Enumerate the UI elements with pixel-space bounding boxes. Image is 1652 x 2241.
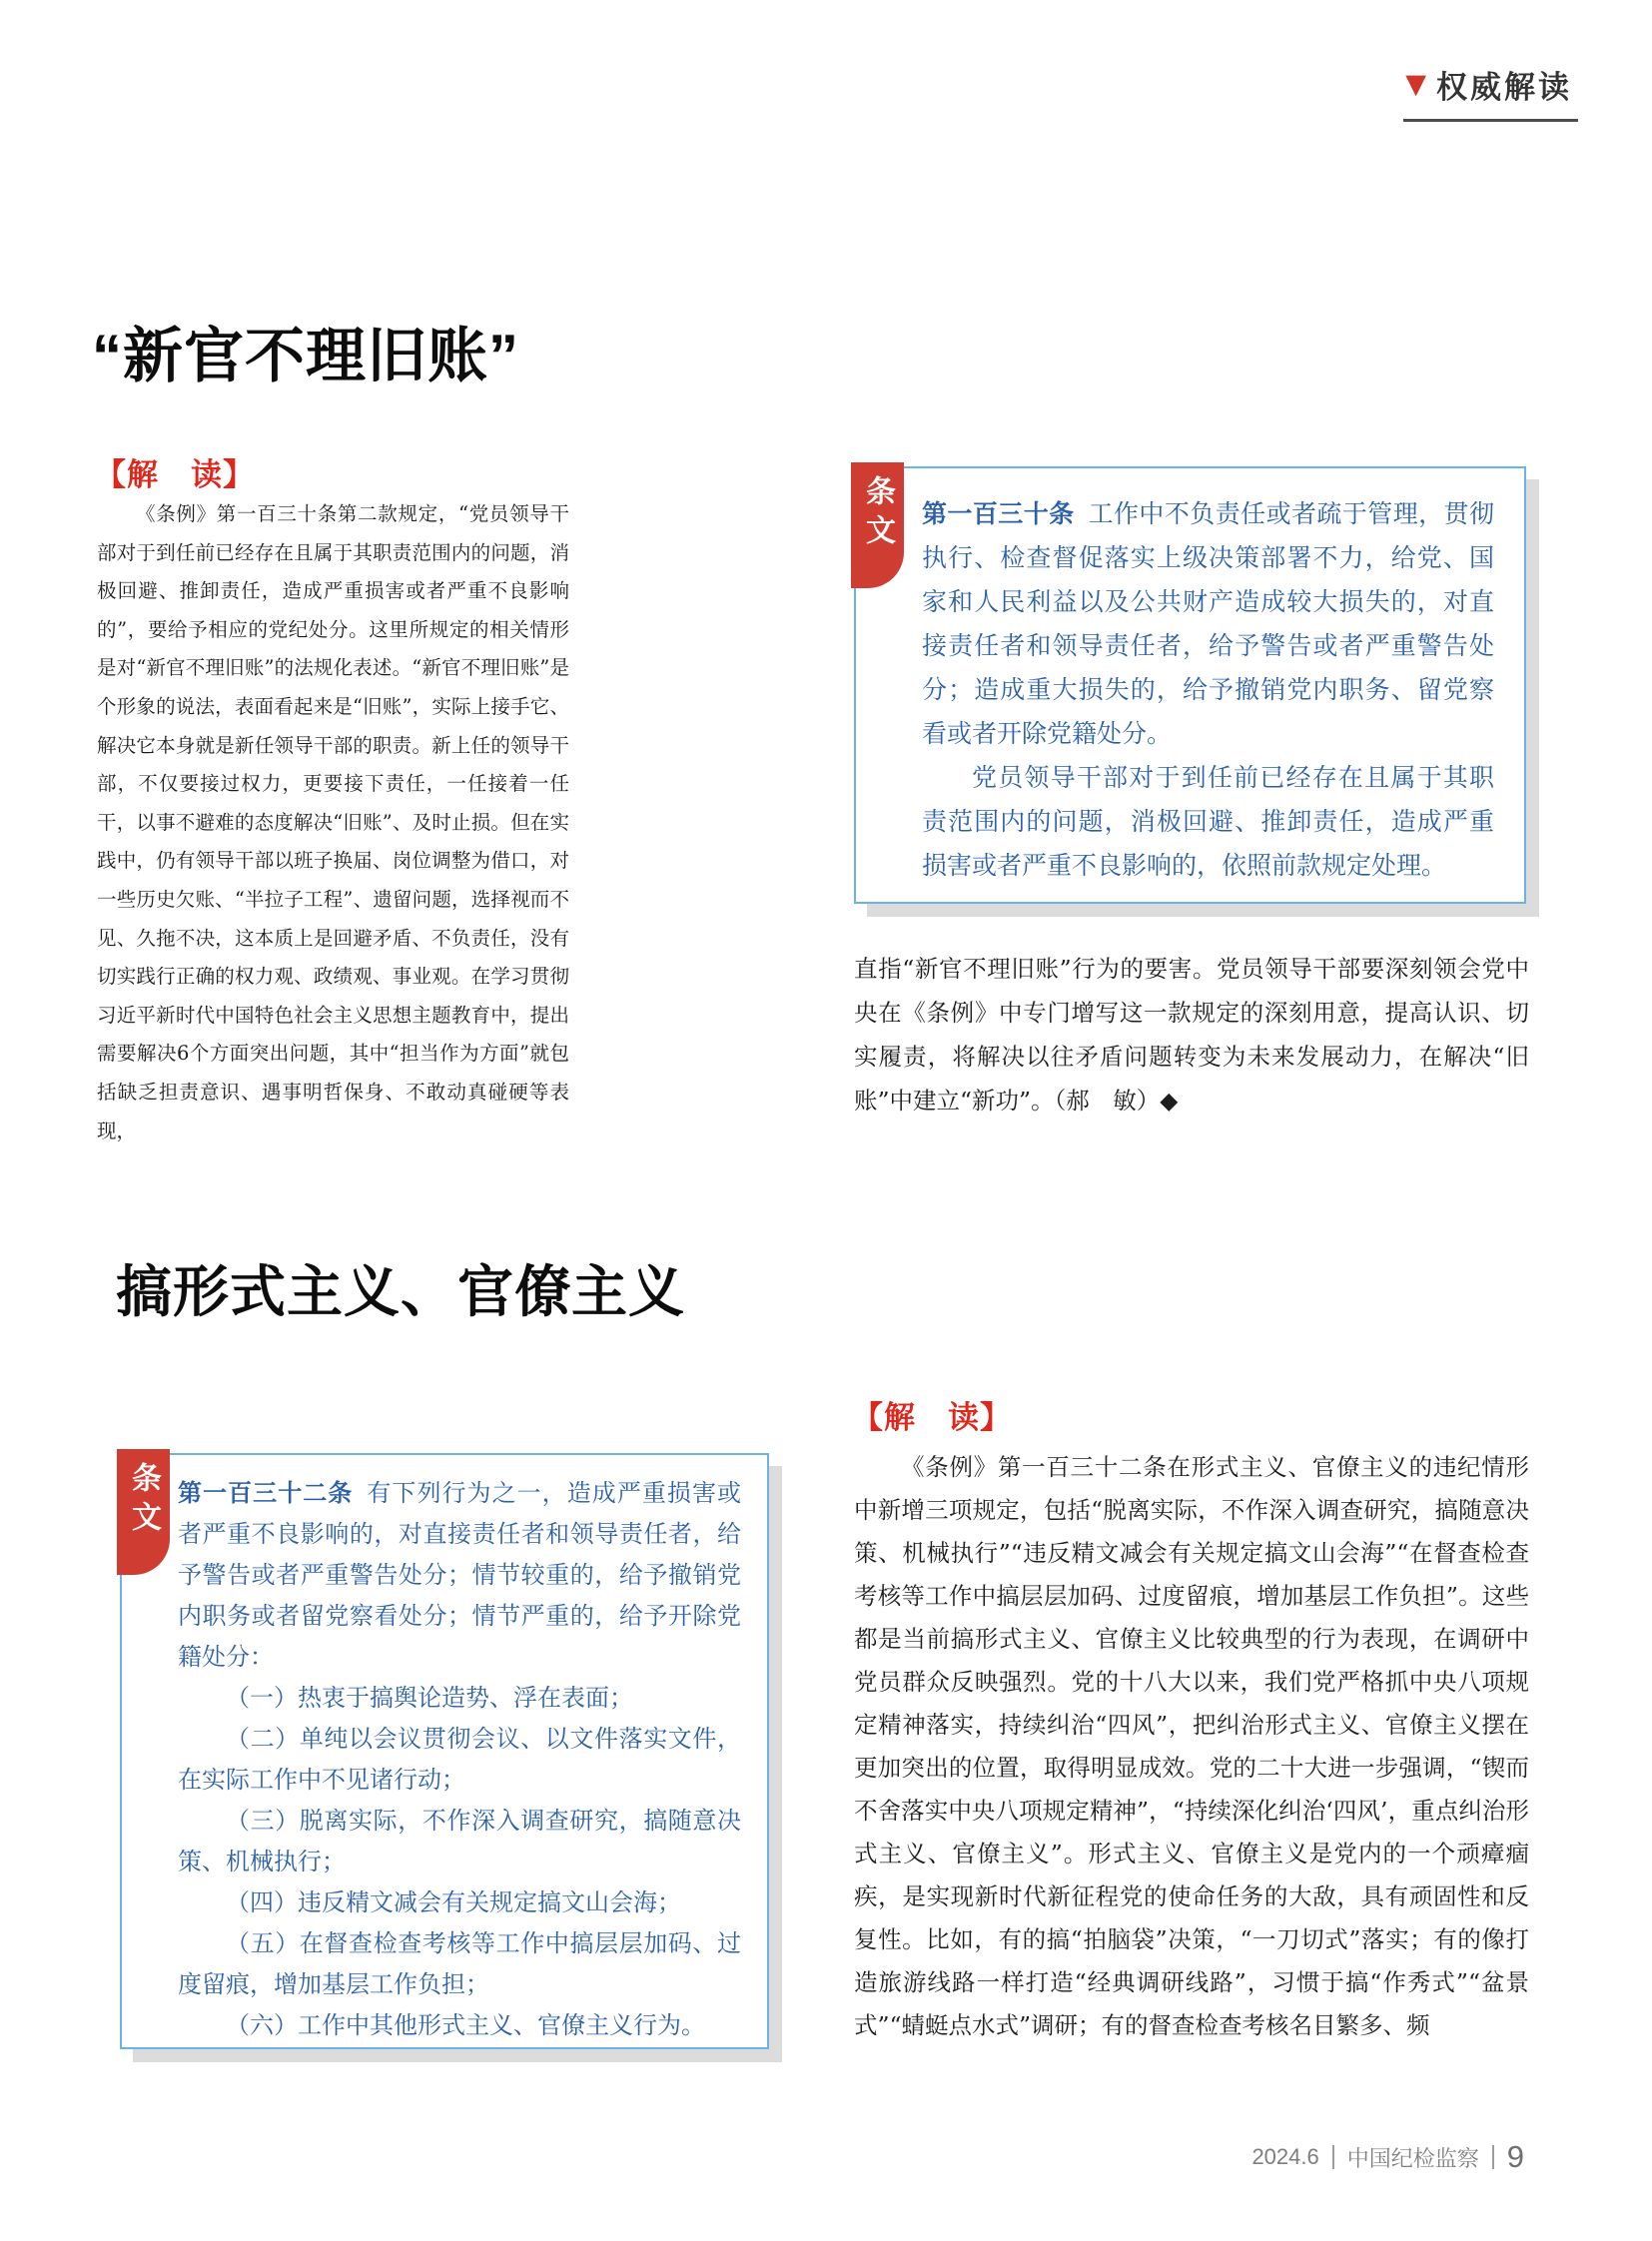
page-footer xyxy=(1251,2139,1524,2175)
article-132-number: 第一百三十二条 xyxy=(178,1480,354,1507)
article-132-intro xyxy=(178,1473,741,1678)
footer-separator xyxy=(1332,2145,1334,2169)
article-130-text1: 工作中不负责任或者疏于管理，贯彻执行、检查督促落实上级决策部署不力，给党、国家和人民利益以及公共财产造成较大损失的，对直接责任者和领导责任者，给予警告或者严重警告处分；造成重大损失的，给予撤销党内职务、留党察看或者开除党籍处分。 xyxy=(922,500,1494,748)
article-132-item: （三）脱离实际，不作深入调查研究，搞随意决策、机械执行； xyxy=(178,1808,741,1875)
article-130-paragraph2: 党员领导干部对于到任前已经存在且属于其职责范围内的问题，消极回避、推卸责任，造成严重损害或者严重不良影响的，依照前款规定处理。 xyxy=(922,764,1494,880)
article-132-item: （一）热衷于搞舆论造势、浮在表面； xyxy=(226,1685,633,1712)
section1-left-paragraph: 《条例》第一百三十条第二款规定，“党员领导干部对于到任前已经存在且属于其职责范围内的问题，消极回避、推卸责任，造成严重损害或者严重不良影响的”，要给予相应的党纪处分。这里所规定的相关情形是对“新官不理旧账”的法规化表述。“新官不理旧账”是个形象的说法，表面看起来是“旧账”，实际上接手它、解决它本身就是新任领导干部的职责。新上任的领导干部，不仅要接过权力，更要接下责任，一任接着一任干，以事不避难的态度解决“旧账”、及时止损。但在实践中，仍有领导干部以班子换届、岗位调整为借口，对一些历史欠账、“半拉子工程”、遗留问题，选择视而不见、久拖不决，这本质上是回避矛盾、不负责任，没有切实践行正确的权力观、政绩观、事业观。在学习贯彻习近平新时代中国特色社会主义思想主题教育中，提出需要解决6个方面突出问题，其中“担当作为方面”就包括缺乏担责意识、遇事明哲保身、不敢动真碰硬等表现， xyxy=(97,502,569,1142)
article-132-item: （六）工作中其他形式主义、官僚主义行为。 xyxy=(226,2012,705,2039)
article-130-paragraph1 xyxy=(922,492,1494,756)
section1-tiaowen-box xyxy=(854,466,1526,904)
section2-title: 搞形式主义、官僚主义 xyxy=(116,1260,685,1323)
section2-right-column xyxy=(854,1446,1529,2047)
footer-page-number: 9 xyxy=(1506,2139,1524,2174)
tiaowen-tab: 条文 xyxy=(117,1449,170,1575)
section2-tiaowen-box xyxy=(120,1453,769,2049)
section1-right-paragraph: 直指“新官不理旧账”行为的要害。党员领导干部要深刻领会党中央在《条例》中专门增写这一款规定的深刻用意，提高认识、切实履责，将解决以往矛盾问题转变为未来发展动力，在解决“旧账”中建立“新功”。（郝 敏）◆ xyxy=(854,955,1529,1115)
article-132-item: （二）单纯以会议贯彻会议、以文件落实文件，在实际工作中不见诸行动； xyxy=(178,1726,741,1794)
footer-separator xyxy=(1492,2145,1494,2169)
section1-jiedu-label: 【解 读】 xyxy=(95,457,255,493)
section2-jiedu-label: 【解 读】 xyxy=(852,1400,1012,1436)
red-triangle-icon: ▼ xyxy=(1405,69,1426,100)
tiaowen-tab: 条文 xyxy=(851,462,904,588)
article-132-item: （四）违反精文减会有关规定搞文山会海； xyxy=(226,1889,681,1916)
rubric-label: 权威解读 xyxy=(1436,70,1572,106)
section1-right-column xyxy=(854,947,1529,1122)
footer-journal-name: 中国纪检监察 xyxy=(1346,2145,1479,2171)
article-132-item: （五）在督查检查考核等工作中搞层层加码、过度留痕，增加基层工作负担； xyxy=(178,1930,741,1998)
article-132-intro-text: 有下列行为之一，造成严重损害或者严重不良影响的，对直接责任者和领导责任者，给予警告或者严重警告处分；情节较重的，给予撤销党内职务或者留党察看处分；情节严重的，给予开除党籍处分： xyxy=(178,1480,742,1671)
section1-left-column xyxy=(97,495,569,1150)
article-130-number: 第一百三十条 xyxy=(922,500,1075,528)
page-rubric xyxy=(1403,62,1578,122)
section2-right-paragraph: 《条例》第一百三十二条在形式主义、官僚主义的违纪情形中新增三项规定，包括“脱离实际，不作深入调查研究，搞随意决策、机械执行”“违反精文减会有关规定搞文山会海”“在督查检查考核等工作中搞层层加码、过度留痕，增加基层工作负担”。这些都是当前搞形式主义、官僚主义比较典型的行为表现，在调研中党员群众反映强烈。党的十八大以来，我们党严格抓中央八项规定精神落实，持续纠治“四风”，把纠治形式主义、官僚主义摆在更加突出的位置，取得明显成效。党的二十大进一步强调，“锲而不舍落实中央八项规定精神”，“持续深化纠治‘四风’，重点纠治形式主义、官僚主义”。形式主义、官僚主义是党内的一个顽瘴痼疾，是实现新时代新征程党的使命任务的大敌，具有顽固性和反复性。比如，有的搞“拍脑袋”决策，“一刀切式”落实；有的像打造旅游线路一样打造“经典调研线路”，习惯于搞“作秀式”“盆景式”“蜻蜓点水式”调研；有的督查检查考核名目繁多、频 xyxy=(854,1453,1529,2039)
footer-issue: 2024.6 xyxy=(1251,2144,1319,2169)
section1-title: “新官不理旧账” xyxy=(92,323,519,389)
